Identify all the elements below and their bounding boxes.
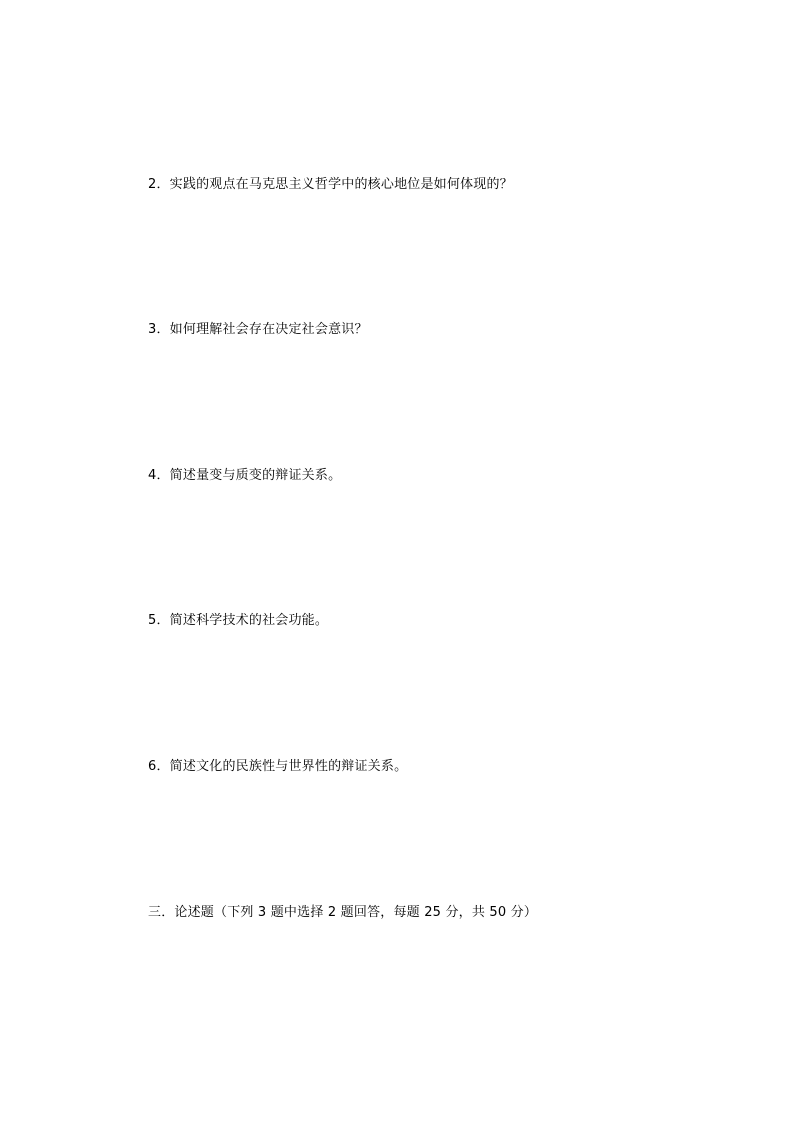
question-6: 6．简述文化的民族性与世界性的辩证关系。 xyxy=(148,759,408,774)
question-4: 4．简述量变与质变的辩证关系。 xyxy=(148,468,342,483)
question-3: 3．如何理解社会存在决定社会意识？ xyxy=(148,322,368,337)
section-three-heading: 三．论述题（下列 3 题中选择 2 题回答，每题 25 分，共 50 分） xyxy=(148,905,538,920)
question-2: 2．实践的观点在马克思主义哲学中的核心地位是如何体现的？ xyxy=(148,177,513,192)
question-5: 5．简述科学技术的社会功能。 xyxy=(148,613,329,628)
